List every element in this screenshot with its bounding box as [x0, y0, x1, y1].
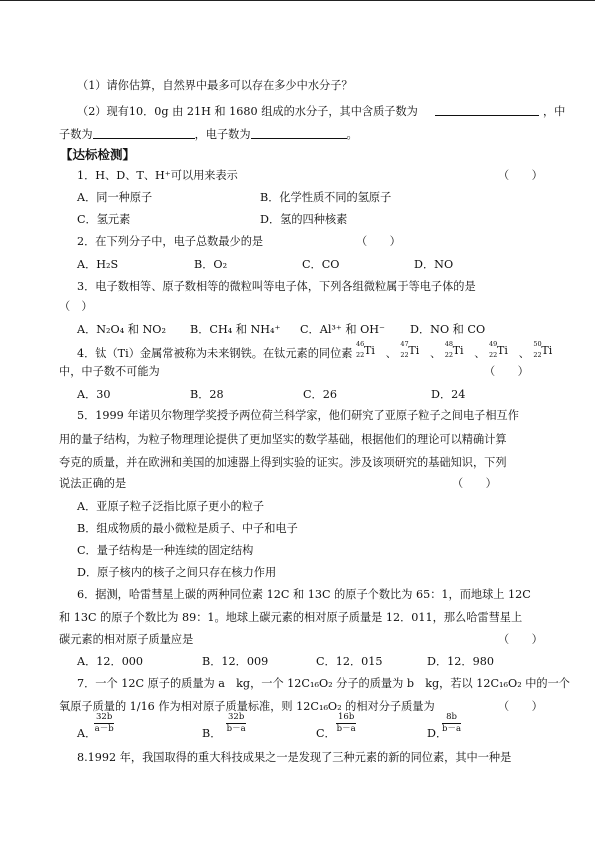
question-1-option-a[interactable]: A．同一种原子: [77, 191, 153, 204]
isotope-ti-46: 46 22 Ti: [356, 340, 375, 359]
question-5-line-4: 说法正确的是: [59, 477, 127, 490]
question-5-answer-paren[interactable]: （ ）: [452, 477, 497, 490]
intro-q2-text: （2）现有10．0g 由 21H 和 1680 组成的水分子，其中含质子数为: [77, 105, 418, 118]
question-4-stem-cont: 中，中子数不可能为: [59, 365, 160, 378]
question-6-line-2: 和 13C 的原子个数比为 89：1。地球上碳元素的相对原子质量是 12．011，那么哈雷彗星上: [59, 611, 523, 624]
question-6-option-a[interactable]: A．12．000: [77, 655, 144, 668]
intro-q2b-post: 。: [346, 128, 358, 141]
question-1-option-c[interactable]: C．氢元素: [77, 213, 131, 226]
question-7-option-a[interactable]: A．: [77, 727, 97, 740]
question-4-option-a[interactable]: A．30: [77, 388, 111, 401]
question-5-option-d[interactable]: D．原子核内的核子之间只存在核力作用: [77, 566, 277, 579]
question-7-line-1: 7．一个 12C 原子的质量为 a kg，一个 12C₁₆O₂ 分子的质量为 b kg，若以 12C₁₆O₂ 中的一个: [77, 677, 570, 690]
question-4-option-c[interactable]: C．26: [303, 388, 337, 401]
question-7-option-c-fraction: $\frac{16b}{b-a}$: [336, 712, 356, 734]
question-5-line-1: 5．1999 年诺贝尔物理学奖授予两位荷兰科学家，他们研究了亚原子粒子之间电子相互作: [77, 409, 519, 422]
intro-q2-post: ，中: [542, 105, 566, 118]
question-6-line-3: 碳元素的相对原子质量应是: [59, 633, 194, 646]
intro-q2b-mid: ，电子数为: [194, 128, 251, 141]
question-4-stem: 4．钛（Ti）金属常被称为未来钢铁。在钛元素的同位素 46 22 Ti 、 47 22 Ti 、 48 22 Ti 、 49 22 Ti 、 50 22 Ti: [77, 345, 559, 359]
question-3-answer-paren[interactable]: （ ）: [59, 300, 93, 313]
section-title: 【达标检测】: [60, 147, 136, 162]
question-3-option-b[interactable]: B．CH₄ 和 NH₄⁺: [190, 323, 281, 336]
question-6-option-b[interactable]: B．12．009: [202, 655, 269, 668]
question-1-option-b[interactable]: B．化学性质不同的氢原子: [260, 191, 392, 204]
question-4-option-d[interactable]: D．24: [431, 388, 466, 401]
isotope-ti-50: 50 22 Ti: [533, 340, 553, 359]
question-6-answer-paren[interactable]: （ ）: [498, 633, 543, 646]
question-5-option-b[interactable]: B．组成物质的最小微粒是质子、中子和电子: [77, 522, 298, 535]
question-6-line-1: 6．据测，哈雷彗星上碳的两种同位素 12C 和 13C 的原子个数比为 65：1，而地球上 12C: [77, 588, 531, 601]
intro-q2b-pre: 子数为: [59, 128, 93, 141]
question-3-option-c[interactable]: C．Al³⁺ 和 OH⁻: [300, 323, 385, 336]
intro-question-2: [77, 104, 565, 117]
question-2-answer-paren[interactable]: （ ）: [356, 235, 401, 248]
intro-question-2-cont: [59, 127, 358, 140]
question-7-option-a-fraction: $\frac{32b}{a-b}$: [94, 712, 114, 734]
question-7-option-b-fraction: $\frac{32b}{b-a}$: [226, 712, 246, 734]
question-5-option-a[interactable]: A．亚原子粒子泛指比原子更小的粒子: [77, 500, 265, 513]
isotope-ti-49: 49 22 Ti: [489, 340, 508, 359]
isotope-ti-47: 47 22 Ti: [400, 340, 420, 359]
answer-blank-neutrons[interactable]: [93, 127, 195, 139]
question-7-answer-paren[interactable]: （ ）: [498, 700, 543, 713]
question-7-option-d-fraction: $\frac{8b}{b-a}$: [442, 712, 462, 734]
question-1-stem: 1．H、D、T、H⁺可以用来表示: [77, 169, 238, 182]
answer-blank-protons[interactable]: [435, 104, 539, 116]
question-6-option-d[interactable]: D．12．980: [427, 655, 494, 668]
isotope-ti-48: 48 22 Ti: [444, 340, 464, 359]
question-5-line-2: 用的量子结构，为粒子物理理论提供了更加坚实的数学基础，根据他们的理论可以精确计算: [59, 433, 507, 446]
question-8-line-1: 8.1992 年，我国取得的重大科技成果之一是发现了三种元素的新的同位素，其中一种是: [77, 751, 512, 764]
answer-blank-electrons[interactable]: [251, 127, 347, 139]
question-3-option-a[interactable]: A．N₂O₄ 和 NO₂: [77, 323, 166, 336]
question-3-option-d[interactable]: D．NO 和 CO: [410, 323, 486, 336]
question-2-option-d[interactable]: D．NO: [414, 258, 454, 271]
question-7-line-2: 氧原子质量的 1/16 作为相对原子质量标准，则 12C₁₆O₂ 的相对分子质量为: [59, 700, 435, 713]
question-4-stem-text: 4．钛（Ti）金属常被称为未来钢铁。在钛元素的同位素: [77, 347, 353, 360]
question-2-option-a[interactable]: A．H₂S: [77, 258, 119, 271]
question-4-answer-paren[interactable]: （ ）: [484, 365, 529, 378]
question-2-option-b[interactable]: B．O₂: [194, 258, 228, 271]
page-top-rule: [0, 0, 595, 1]
question-7-option-b[interactable]: B．: [202, 727, 222, 740]
question-5-option-c[interactable]: C．量子结构是一种连续的固定结构: [77, 544, 254, 557]
intro-question-1: （1）请你估算，自然界中最多可以存在多少中水分子？: [77, 79, 353, 92]
question-2-stem: 2．在下列分子中，电子总数最少的是: [77, 235, 264, 248]
question-7-option-c[interactable]: C．: [316, 727, 336, 740]
question-1-answer-paren[interactable]: （ ）: [498, 169, 543, 182]
question-3-stem: 3．电子数相等、原子数相等的微粒叫等电子体，下列各组微粒属于等电子体的是: [77, 280, 476, 293]
question-5-line-3: 夸克的质量，并在欧洲和美国的加速器上得到实验的证实。涉及该项研究的基础知识，下列: [59, 456, 507, 469]
question-4-option-b[interactable]: B．28: [190, 388, 224, 401]
question-6-option-c[interactable]: C．12．015: [316, 655, 383, 668]
question-7-option-d[interactable]: D．: [427, 727, 448, 740]
question-2-option-c[interactable]: C．CO: [302, 258, 340, 271]
question-1-option-d[interactable]: D．氢的四种核素: [260, 213, 348, 226]
